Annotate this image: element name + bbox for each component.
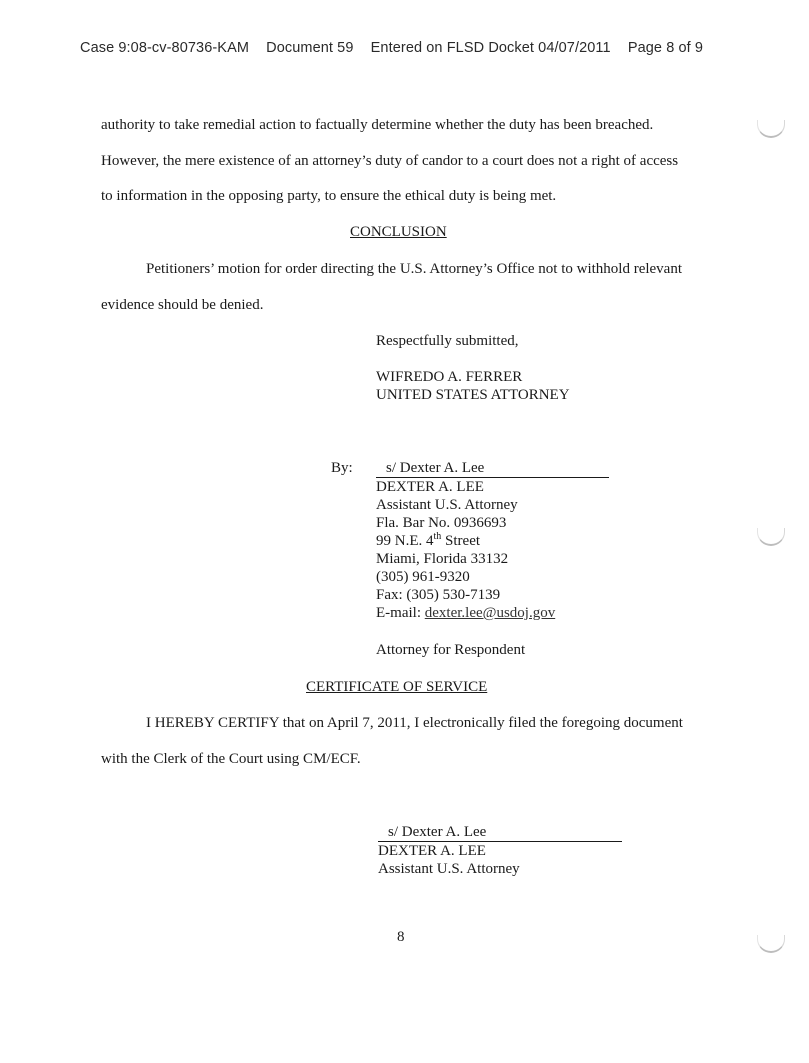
page-number: 8 xyxy=(397,929,405,945)
us-attorney-title: UNITED STATES ATTORNEY xyxy=(376,387,570,403)
conclusion-line-1: Petitioners’ motion for order directing the U.S. Attorney’s Office not to withhold relevant xyxy=(146,261,683,277)
by-label: By: xyxy=(331,460,353,476)
street-address: 99 N.E. 4th Street xyxy=(376,531,481,549)
certificate-line-1: I HEREBY CERTIFY that on April 7, 2011, I electronically filed the foregoing document xyxy=(146,715,683,731)
attorney-name: DEXTER A. LEE xyxy=(376,479,484,495)
entered-date: Entered on FLSD Docket 04/07/2011 xyxy=(370,40,611,56)
docket-header xyxy=(80,40,716,56)
certificate-attorney-title: Assistant U.S. Attorney xyxy=(378,861,520,877)
email-link[interactable]: dexter.lee@usdoj.gov xyxy=(424,605,556,621)
electronic-signature: s/ Dexter A. Lee xyxy=(386,460,485,476)
hole-punch-mark xyxy=(757,120,785,138)
certificate-attorney-name: DEXTER A. LEE xyxy=(378,843,486,859)
closing: Respectfully submitted, xyxy=(376,333,519,349)
phone-number: (305) 961-9320 xyxy=(376,569,470,585)
body-line-1: authority to take remedial action to factually determine whether the duty has been breached. xyxy=(101,117,654,133)
hole-punch-mark xyxy=(757,528,785,546)
fax-number: Fax: (305) 530-7139 xyxy=(376,587,501,603)
hole-punch-mark xyxy=(757,935,785,953)
certificate-electronic-signature: s/ Dexter A. Lee xyxy=(388,824,487,840)
body-line-2: However, the mere existence of an attorney’s duty of candor to a court does not a right of access xyxy=(101,153,679,169)
document-number: Document 59 xyxy=(266,40,354,56)
us-attorney-name: WIFREDO A. FERRER xyxy=(376,369,523,385)
conclusion-line-2: evidence should be denied. xyxy=(101,297,264,313)
city-state-zip: Miami, Florida 33132 xyxy=(376,551,509,567)
email-label: E-mail: xyxy=(376,605,425,621)
conclusion-heading: CONCLUSION xyxy=(350,224,447,240)
case-number: Case 9:08-cv-80736-KAM xyxy=(80,40,250,56)
email-line xyxy=(376,605,555,622)
attorney-role: Attorney for Respondent xyxy=(376,642,526,658)
body-line-3: to information in the opposing party, to ensure the ethical duty is being met. xyxy=(101,188,557,204)
attorney-title: Assistant U.S. Attorney xyxy=(376,497,518,513)
certificate-line-2: with the Clerk of the Court using CM/ECF. xyxy=(101,751,361,767)
page-indicator: Page 8 of 9 xyxy=(627,40,704,56)
certificate-heading: CERTIFICATE OF SERVICE xyxy=(306,679,488,695)
bar-number: Fla. Bar No. 0936693 xyxy=(376,515,507,531)
